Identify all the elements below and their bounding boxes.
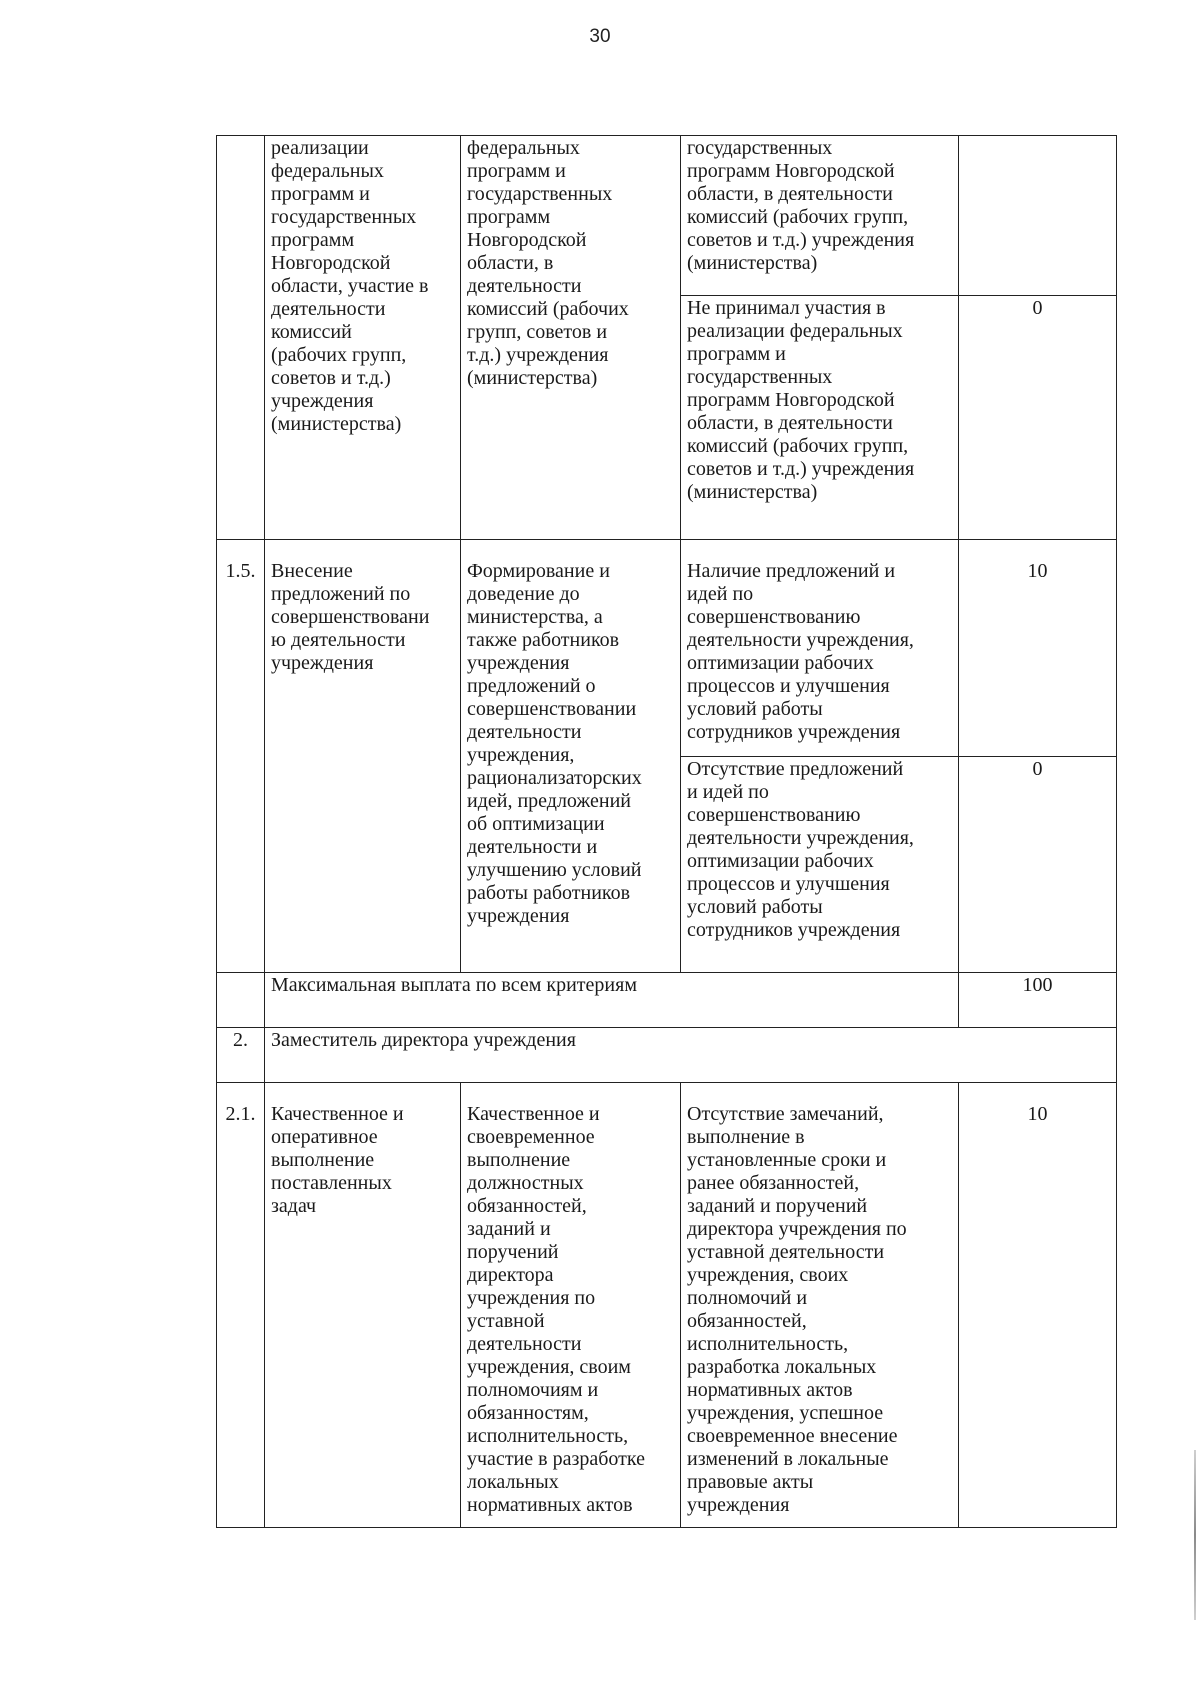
row-number	[217, 136, 265, 540]
table-row	[217, 540, 1117, 757]
points-cell: 0	[959, 296, 1117, 540]
indicator-cell: Отсутствие замечаний, выполнение в установленные сроки и ранее обязанностей, заданий и поручений директора учреждения по уставной деятельности учреждения, своих полномочий и обязанностей, исполнительность, разработка локальных нормативных актов учреждения, успешное своевременное внесение изменений в локальные правовые акты учреждения	[681, 1083, 959, 1528]
table-row	[217, 973, 1117, 1028]
section-number: 2.	[217, 1028, 265, 1083]
indicator-cell: Отсутствие предложений и идей по совершенствованию деятельности учреждения, оптимизации рабочих процессов и улучшения условий работы сотрудников учреждения	[681, 757, 959, 973]
condition-cell: Качественное и своевременное выполнение должностных обязанностей, заданий и поручений директора учреждения по уставной деятельности учреждения, своим полномочиям и обязанностям, исполнительность, участие в разработке локальных нормативных актов	[461, 1083, 681, 1528]
points-cell	[959, 136, 1117, 296]
criterion-cell: реализации федеральных программ и государственных программ Новгородской области, участие в деятельности комиссий (рабочих групп, советов и т.д.) учреждения (министерства)	[265, 136, 461, 540]
points-cell: 10	[959, 540, 1117, 757]
condition-cell: федеральных программ и государственных программ Новгородской области, в деятельности комиссий (рабочих групп, советов и т.д.) учреждения (министерства)	[461, 136, 681, 540]
indicator-cell: государственных программ Новгородской области, в деятельности комиссий (рабочих групп, советов и т.д.) учреждения (министерства)	[681, 136, 959, 296]
condition-cell: Формирование и доведение до министерства, а также работников учреждения предложений о совершенствовании деятельности учреждения, рационализаторских идей, предложений об оптимизации деятельности и улучшению условий работы работников учреждения	[461, 540, 681, 973]
row-number: 2.1.	[217, 1083, 265, 1528]
row-number	[217, 973, 265, 1028]
criterion-cell: Качественное и оперативное выполнение поставленных задач	[265, 1083, 461, 1528]
total-points: 100	[959, 973, 1117, 1028]
criterion-cell: Внесение предложений по совершенствовани ю деятельности учреждения	[265, 540, 461, 973]
indicator-cell: Наличие предложений и идей по совершенствованию деятельности учреждения, оптимизации рабочих процессов и улучшения условий работы сотрудников учреждения	[681, 540, 959, 757]
row-number: 1.5.	[217, 540, 265, 973]
table-row	[217, 1083, 1117, 1528]
page-number: 30	[589, 26, 611, 47]
table-row	[217, 136, 1117, 296]
indicator-cell: Не принимал участия в реализации федеральных программ и государственных программ Новгородской области, в деятельности комиссий (рабочих групп, советов и т.д.) учреждения (министерства)	[681, 296, 959, 540]
scan-edge-mark	[1194, 1450, 1196, 1620]
total-label: Максимальная выплата по всем критериям	[265, 973, 959, 1028]
points-cell: 0	[959, 757, 1117, 973]
points-cell: 10	[959, 1083, 1117, 1528]
section-title: Заместитель директора учреждения	[265, 1028, 1117, 1083]
criteria-table	[216, 135, 1117, 1528]
table-row	[217, 1028, 1117, 1083]
